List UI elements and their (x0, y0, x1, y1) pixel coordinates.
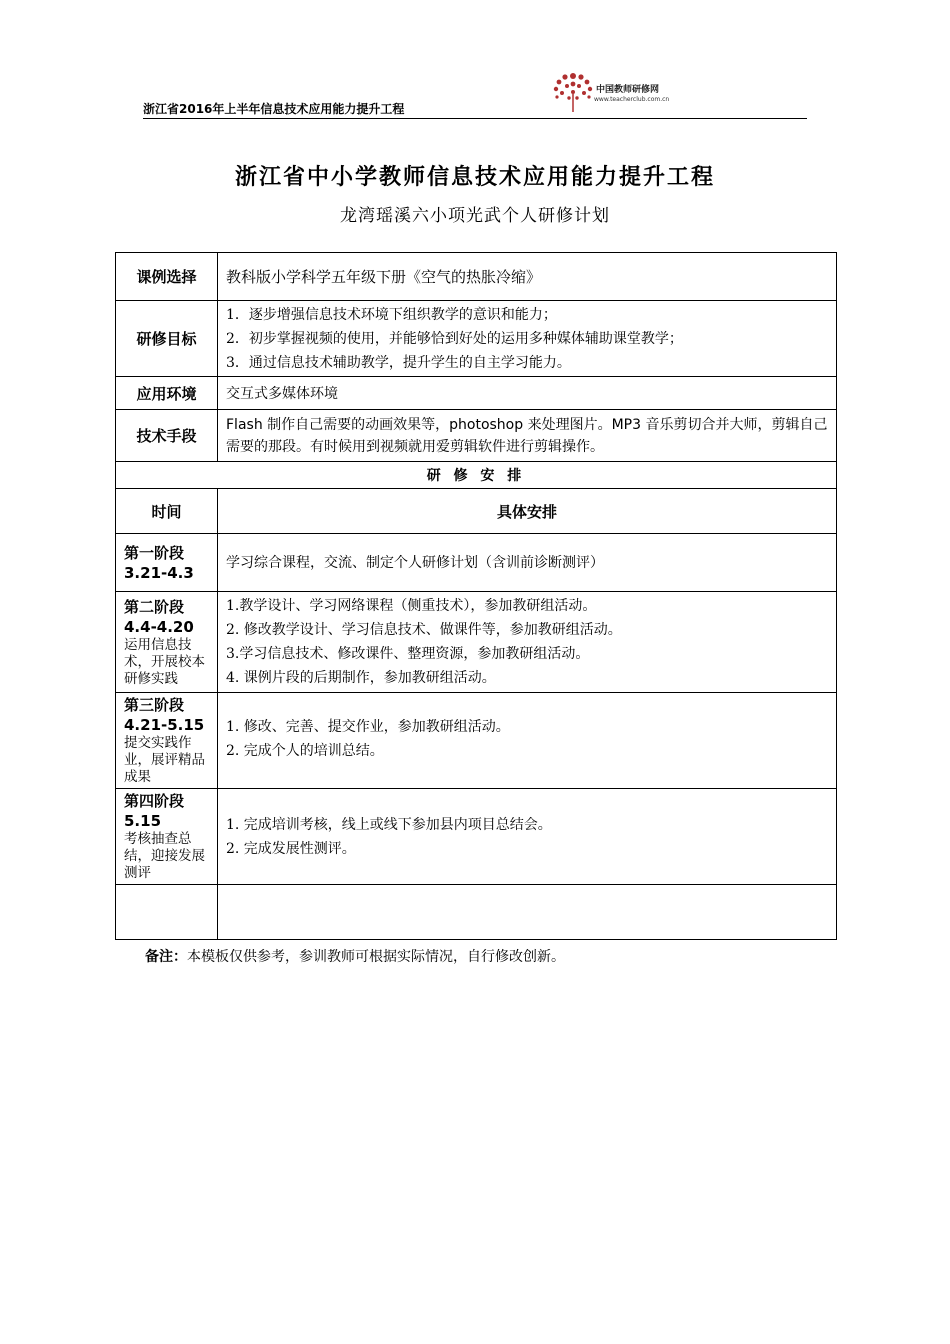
stage-date: 3.21-4.3 (124, 563, 194, 582)
section-title: 研 修 安 排 (116, 462, 837, 489)
stage-cell (116, 592, 218, 693)
stage-detail (218, 534, 837, 592)
course-label: 课例选择 (116, 253, 218, 301)
empty-cell (218, 885, 837, 940)
table-row-goals (116, 301, 837, 377)
goal-item: 2．初步掌握视频的使用，并能够恰到好处的运用多种媒体辅助课堂教学； (226, 330, 683, 347)
stage-item: 2. 完成个人的培训总结。 (226, 743, 384, 759)
tech-label: 技术手段 (116, 410, 218, 462)
stage-desc: 考核抽查总结，迎接发展测评 (124, 831, 205, 881)
course-value: 教科版小学科学五年级下册《空气的热胀冷缩》 (218, 253, 837, 301)
table-row-env (116, 377, 837, 410)
plan-table (115, 252, 837, 940)
note-label: 备注： (145, 949, 187, 965)
stage-detail (218, 592, 837, 693)
page-header (113, 60, 807, 120)
stage-item: 1. 修改、完善、提交作业，参加教研组活动。 (226, 719, 510, 735)
stage-name: 第三阶段 (124, 696, 185, 714)
stage-row (116, 693, 837, 789)
col-time-header: 时间 (116, 489, 218, 534)
goals-value (218, 301, 837, 377)
stage-item: 3.学习信息技术、修改课件、整理资源，参加教研组活动。 (226, 646, 590, 662)
page-subtitle: 龙湾瑶溪六小项光武个人研修计划 (340, 206, 610, 226)
stage-detail (218, 789, 837, 885)
stage-row (116, 534, 837, 592)
table-row-tech (116, 410, 837, 462)
page-title: 浙江省中小学教师信息技术应用能力提升工程 (234, 164, 715, 190)
stage-item: 2. 修改教学设计、学习信息技术、做课件等，参加教研组活动。 (226, 622, 622, 638)
stage-date: 4.4-4.20 (124, 617, 194, 636)
stage-row (116, 592, 837, 693)
env-label: 应用环境 (116, 377, 218, 410)
footer-note (145, 946, 565, 966)
logo-url: www.teacherclub.com.cn (594, 96, 670, 103)
stage-cell (116, 789, 218, 885)
stage-name: 第四阶段 (124, 792, 185, 810)
goal-item: 1．逐步增强信息技术环境下组织教学的意识和能力； (226, 306, 557, 323)
stage-cell (116, 693, 218, 789)
stage-name: 第二阶段 (124, 597, 185, 616)
stage-item: 1.教学设计、学习网络课程（侧重技术），参加教研组活动。 (226, 598, 597, 614)
goals-label: 研修目标 (116, 301, 218, 377)
stage-row (116, 789, 837, 885)
env-value: 交互式多媒体环境 (218, 377, 837, 410)
logo-flower-icon (548, 68, 598, 114)
empty-cell (116, 885, 218, 940)
stage-item: 学习综合课程，交流、制定个人研修计划（含训前诊断测评） (226, 554, 604, 571)
empty-row (116, 885, 837, 940)
header-rule (143, 118, 807, 119)
tech-value: Flash 制作自己需要的动画效果等，photoshop 来处理图片。MP3 音乐剪切合并大师，剪辑自己需要的那段。有时候用到视频就用爱剪辑软件进行剪辑操作。 (218, 410, 837, 462)
schedule-header-row (116, 489, 837, 534)
section-row (116, 462, 837, 489)
stage-date: 5.15 (124, 812, 162, 830)
stage-item: 2. 完成发展性测评。 (226, 841, 356, 857)
stage-desc: 运用信息技术，开展校本研修实践 (124, 636, 205, 687)
teacherclub-logo (548, 68, 718, 114)
header-text: 浙江省2016年上半年信息技术应用能力提升工程 (143, 102, 405, 116)
stage-date: 4.21-5.15 (124, 716, 205, 734)
stage-detail (218, 693, 837, 789)
stage-item: 4. 课例片段的后期制作，参加教研组活动。 (226, 670, 496, 686)
stage-desc: 提交实践作业，展评精品成果 (124, 735, 205, 785)
col-detail-header: 具体安排 (218, 489, 837, 534)
stage-item: 1. 完成培训考核，线上或线下参加县内项目总结会。 (226, 817, 552, 833)
stage-cell (116, 534, 218, 592)
note-text: 本模板仅供参考，参训教师可根据实际情况，自行修改创新。 (187, 949, 565, 965)
logo-name: 中国教师研修网 (596, 85, 660, 95)
stage-name: 第一阶段 (124, 543, 185, 562)
goal-item: 3．通过信息技术辅助教学，提升学生的自主学习能力。 (226, 354, 571, 371)
table-row-course (116, 253, 837, 301)
